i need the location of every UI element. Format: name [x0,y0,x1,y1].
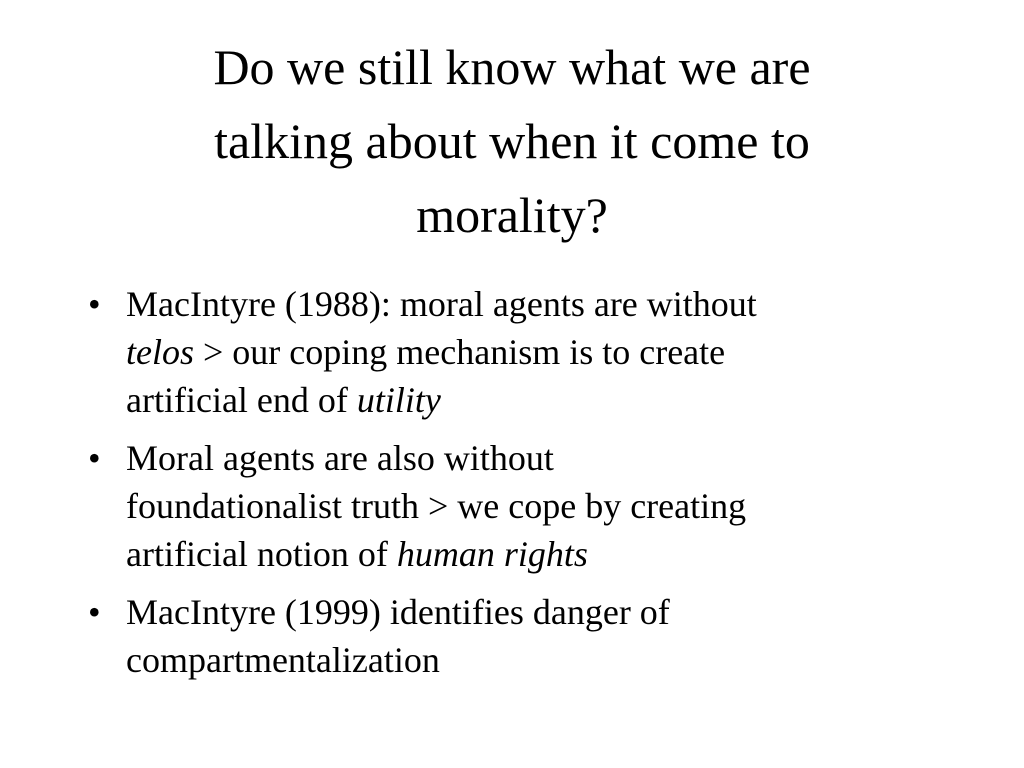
bullet-text: foundationalist truth > we cope by creating [126,486,747,526]
bullet-text-line [126,328,948,376]
bullet-text-line [126,376,948,424]
bullet-item [88,280,948,424]
bullet-icon: • [88,438,101,478]
bullet-text-line [126,482,948,530]
bullet-text: artificial notion of [126,534,397,574]
title-line: Do we still know what we are [213,39,811,95]
bullet-text-line [126,434,948,482]
bullet-text-line [126,636,948,684]
bullet-text: artificial end of [126,380,357,420]
bullet-text-line [126,530,948,578]
bullet-text: MacIntyre (1999) identifies danger of [126,592,670,632]
title-line: talking about when it come to [214,113,810,169]
bullet-text: compartmentalization [126,640,440,680]
bullet-text: > our coping mechanism is to create [194,332,726,372]
bullet-text-line [126,588,948,636]
bullet-list [88,280,948,694]
bullet-text-line [126,280,948,328]
title-line: morality? [416,187,608,243]
bullet-icon: • [88,284,101,324]
bullet-text: Moral agents are also without [126,438,554,478]
bullet-item [88,434,948,578]
emphasis-text: human rights [396,534,588,574]
bullet-item [88,588,948,684]
bullet-icon: • [88,592,101,632]
emphasis-text: telos [126,332,194,372]
bullet-text: MacIntyre (1988): moral agents are without [126,284,757,324]
emphasis-text: utility [356,380,441,420]
slide-title [60,30,964,252]
